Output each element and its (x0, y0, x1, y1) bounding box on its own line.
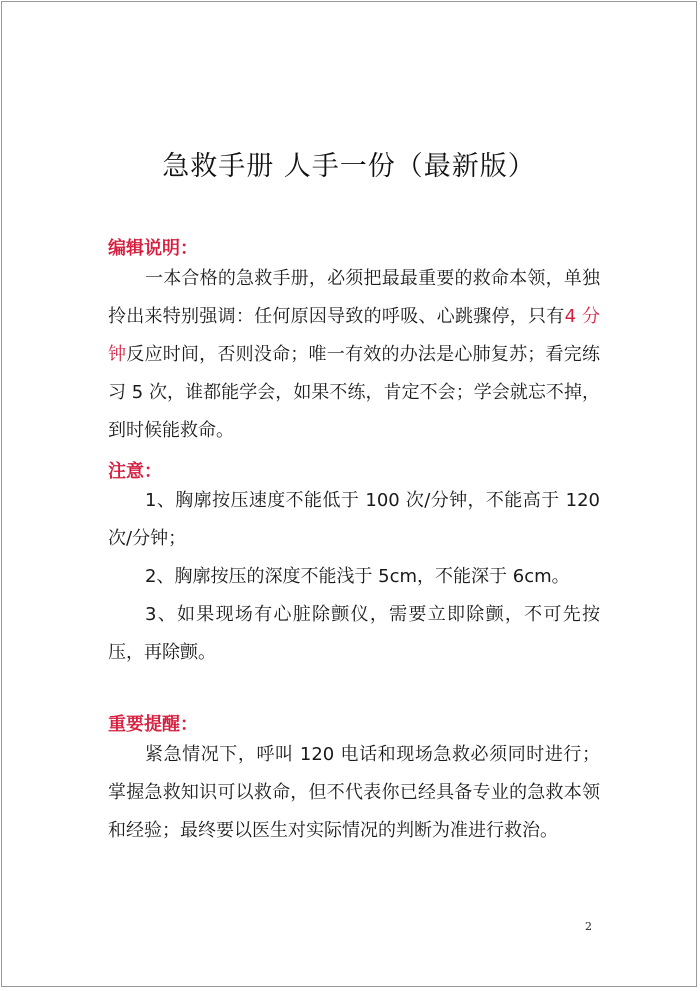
notes-heading: 注意： (108, 461, 162, 482)
note-item-2: 2、胸廓按压的深度不能浅于 5cm，不能深于 6cm。 (145, 566, 570, 587)
reminder-paragraph: 紧急情况下，呼叫 120 电话和现场急救必须同时进行；掌握急救知识可以救命，但不代表你已经具备专业的急救本领和经验；最终要以医生对实际情况的判断为准进行救治。 (108, 744, 600, 841)
intro-text-before: 一本合格的急救手册，必须把最最重要的救命本领，单独拎出来特别强调：任何原因导致的呼吸、心跳骤停，只有 (108, 268, 600, 327)
reminder-heading: 重要提醒： (108, 714, 198, 735)
intro-heading: 编辑说明： (108, 238, 198, 259)
document-title: 急救手册 人手一份（最新版） (162, 151, 536, 182)
note-item-3: 3、如果现场有心脏除颤仪，需要立即除颤，不可先按压，再除颤。 (108, 604, 600, 663)
intro-paragraph (108, 260, 600, 450)
note-item-1: 1、胸廓按压速度不能低于 100 次/分钟，不能高于 120 次/分钟； (108, 490, 600, 549)
highlight-four-minutes: 4 分钟 (108, 306, 600, 365)
intro-text-after: 反应时间，否则没命；唯一有效的办法是心肺复苏；看完练习 5 次，谁都能学会，如果不练，肯定不会；学会就忘不掉，到时候能救命。 (108, 344, 601, 441)
page-number: 2 (585, 920, 592, 933)
document-page (1, 1, 697, 987)
